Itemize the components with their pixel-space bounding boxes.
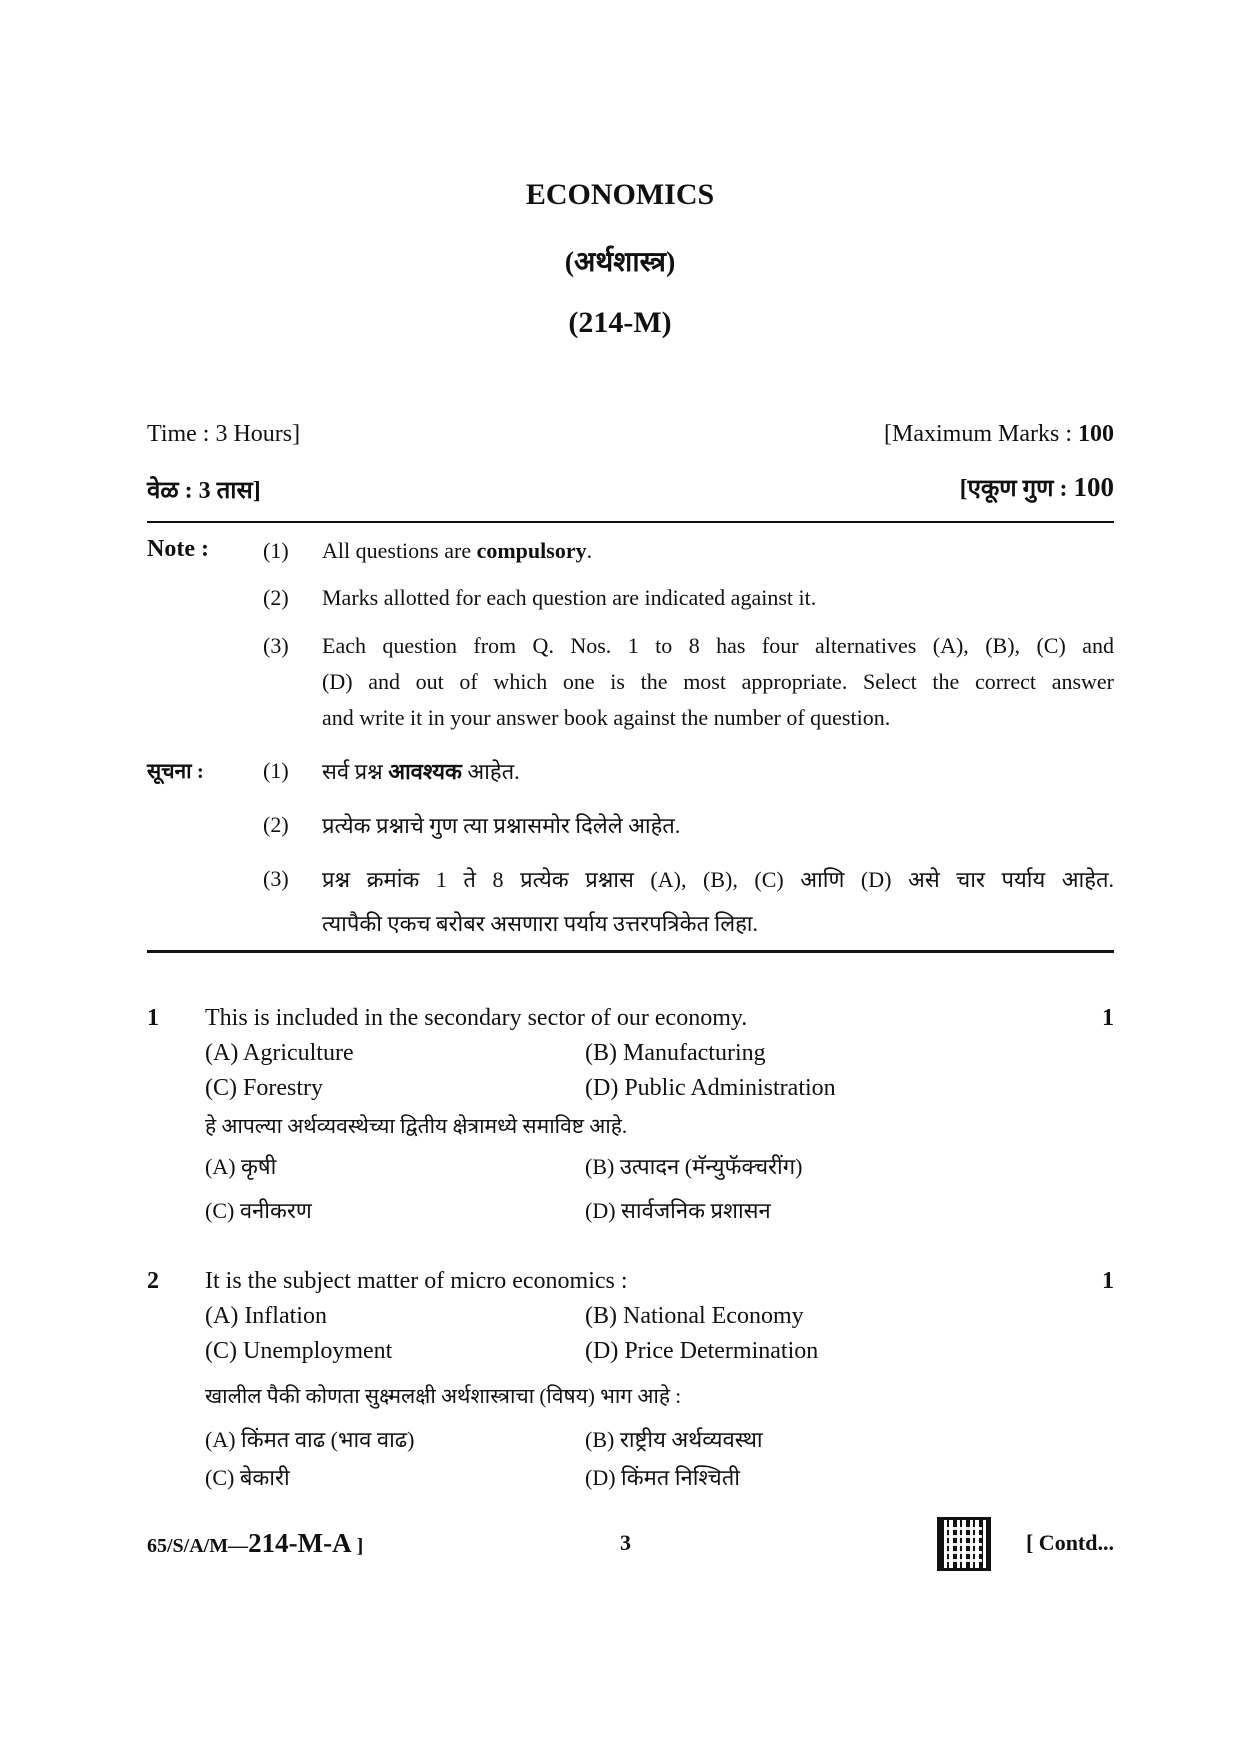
exam-subtitle: (अर्थशास्त्र) xyxy=(564,247,676,278)
question-2-option-d: (D) Price Determination xyxy=(585,1338,819,1364)
note-text-2: Marks allotted for each question are indicated against it. xyxy=(322,585,817,610)
question-2-option-c: (C) Unemployment xyxy=(205,1338,393,1364)
question-1-option-b: (B) Manufacturing xyxy=(585,1040,766,1066)
question-1-option-d: (D) Public Administration xyxy=(585,1075,836,1101)
question-2-text-mr: खालील पैकी कोणता सुक्ष्मलक्षी अर्थशास्त्राचा (विषय) भाग आहे : xyxy=(205,1384,682,1408)
suchana-label: सूचना : xyxy=(147,759,204,783)
suchana-text-1: सर्व प्रश्न आवश्यक आहेत. xyxy=(322,759,520,784)
question-2-option-a-mr: (A) किंमत वाढ (भाव वाढ) xyxy=(205,1427,415,1452)
question-1-marks: 1 xyxy=(1102,1005,1114,1031)
max-marks-mr: [एकूण गुण : 100 xyxy=(959,472,1114,502)
question-1-option-a-mr: (A) कृषी xyxy=(205,1154,277,1179)
qr-code-icon xyxy=(937,1517,991,1571)
question-1-text-mr: हे आपल्या अर्थव्यवस्थेच्या द्वितीय क्षेत्रामध्ये समाविष्ट आहे. xyxy=(205,1114,628,1138)
note-text-3-line3: and write it in your answer book against the number of question. xyxy=(322,705,891,730)
question-1-option-a: (A) Agriculture xyxy=(205,1040,354,1066)
question-2-option-c-mr: (C) बेकारी xyxy=(205,1465,290,1490)
question-1-option-b-mr: (B) उत्पादन (मॅन्युफॅक्चरींग) xyxy=(585,1154,803,1179)
question-2-number: 2 xyxy=(147,1268,159,1294)
note-text-3-line1: Each question from Q. Nos. 1 to 8 has four alternatives (A), (B), (C) and xyxy=(322,633,1114,658)
note-text-1: All questions are compulsory. xyxy=(322,538,593,563)
top-rule xyxy=(147,521,1114,523)
question-1-text: This is included in the secondary sector of our economy. xyxy=(205,1005,748,1031)
suchana-text-3-line2: त्यापैकी एकच बरोबर असणारा पर्याय उत्तरपत्रिकेत लिहा. xyxy=(322,911,758,936)
time-mr: वेळ : 3 तास] xyxy=(147,478,261,504)
question-2-text: It is the subject matter of micro economics : xyxy=(205,1268,628,1294)
question-1-option-c: (C) Forestry xyxy=(205,1075,323,1101)
question-2-marks: 1 xyxy=(1102,1268,1114,1294)
question-1-option-d-mr: (D) सार्वजनिक प्रशासन xyxy=(585,1198,771,1223)
max-marks-en: [Maximum Marks : 100 xyxy=(884,421,1114,447)
note-label: Note : xyxy=(147,536,209,562)
time-en: Time : 3 Hours] xyxy=(147,421,301,447)
note-num-2: (2) xyxy=(263,585,289,610)
question-2-option-d-mr: (D) किंमत निश्चिती xyxy=(585,1465,740,1490)
question-2-option-a: (A) Inflation xyxy=(205,1303,327,1329)
question-1-option-c-mr: (C) वनीकरण xyxy=(205,1198,312,1223)
question-2-option-b-mr: (B) राष्ट्रीय अर्थव्यवस्था xyxy=(585,1427,763,1452)
footer-contd: [ Contd... xyxy=(1025,1530,1114,1555)
note-num-1: (1) xyxy=(263,538,289,563)
question-2-option-b: (B) National Economy xyxy=(585,1303,804,1329)
page-number: 3 xyxy=(620,1530,631,1555)
suchana-text-3-line1: प्रश्न क्रमांक 1 ते 8 प्रत्येक प्रश्नास (A), (B), (C) आणि (D) असे चार पर्याय आहेत. xyxy=(322,867,1114,892)
suchana-text-2: प्रत्येक प्रश्नाचे गुण त्या प्रश्नासमोर दिलेले आहेत. xyxy=(322,813,681,838)
note-text-3-line2: (D) and out of which one is the most appropriate. Select the correct answer xyxy=(322,669,1114,694)
bottom-rule xyxy=(147,950,1114,953)
exam-code: (214-M) xyxy=(568,306,672,339)
suchana-num-1: (1) xyxy=(263,758,289,783)
footer-paper-code: 65/S/A/M—214-M-A ] xyxy=(147,1528,364,1558)
note-num-3: (3) xyxy=(263,633,289,658)
question-1-number: 1 xyxy=(147,1005,159,1031)
suchana-num-2: (2) xyxy=(263,812,289,837)
suchana-num-3: (3) xyxy=(263,866,289,891)
exam-title: ECONOMICS xyxy=(525,178,715,211)
